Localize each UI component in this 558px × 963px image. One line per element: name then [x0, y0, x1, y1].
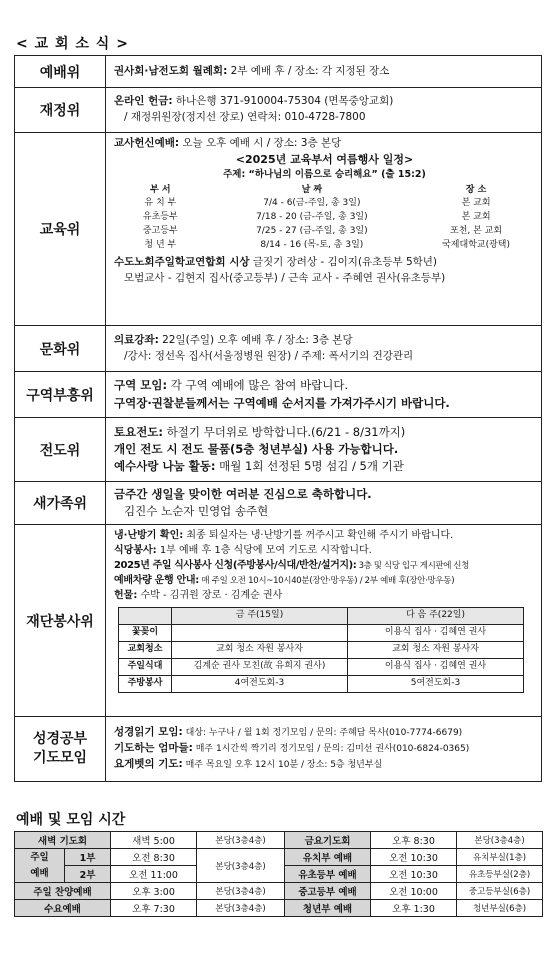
online-offering-head: 온라인 헌금: — [114, 95, 173, 108]
birthday-greeting: 금주간 생일을 맞이한 여러분 진심으로 축하합니다. — [114, 486, 372, 501]
newfamily-row — [15, 482, 542, 525]
place-header: 장 소 — [465, 184, 487, 195]
service-duty-table — [118, 607, 524, 693]
worship-row — [15, 56, 542, 88]
donation-head: 헌물: — [114, 590, 138, 601]
aircon-head: 냉·난방기 확인: — [114, 530, 184, 541]
education-label: 교육위 — [15, 133, 106, 326]
schedule-row: 주일 찬양예배 오후 3:00 본당(3층4층) 중고등부 예배 오전 10:00 중고등부실(6층) — [15, 883, 543, 900]
service-label: 재단봉사위 — [15, 525, 106, 717]
meal-service-text: 3층 및 식당 입구 게시판에 신청 — [356, 561, 469, 571]
teacher-service-head: 교사헌신예배: — [114, 137, 180, 149]
schedule-title: 예배 및 모임 시간 — [16, 812, 126, 828]
schedule-row: 청 년 부 8/14 - 16 (목-토, 총 3일) 국제대학교(광택) — [144, 240, 510, 251]
online-offering-text: 하나은행 371-910004-75304 (면목중앙교회) — [172, 95, 394, 108]
schedule-row: 주일 예배 1부 오전 8:30 본당(3층4층) 유치부 예배 오전 10:30 유치부실(1층) — [15, 849, 543, 866]
this-week-header: 금 주(15일) — [172, 608, 348, 625]
worship-label: 예배위 — [15, 56, 106, 88]
duty-row: 꽃꽂이 이용식 집사 · 김혜연 권사 — [119, 625, 524, 642]
award-teachers: 모범교사 - 김현지 집사(중고등부) / 근속 교사 - 주혜연 권사(유초등부) — [124, 271, 446, 284]
district-meeting-head: 구역 모임: — [114, 378, 168, 393]
evangelism-row — [15, 418, 542, 482]
award-text: 글짓기 장려상 - 김이지(유초등부 5학년) — [249, 256, 438, 269]
worship-meeting-text: 2부 예배 후 / 장소: 각 지정된 장소 — [227, 64, 390, 77]
schedule-row: 중고등부 7/25 - 27 (금-주일, 총 3일) 포천, 본 교회 — [142, 226, 503, 237]
birthday-names: 김진수 노순자 민영업 송주현 — [124, 504, 269, 518]
bible-label: 성경공부 기도모임 — [15, 717, 106, 782]
aircon-text: 최종 퇴실자는 냉·난방기를 꺼주시고 확인해 주시기 바랍니다. — [183, 530, 454, 541]
schedule-row: 수요예배 오후 7:30 본당(3층4층) 청년부 예배 오후 1:30 청년부실(6층) — [15, 900, 543, 917]
date-header: 날 짜 — [301, 184, 323, 195]
vehicle-text: 매 주일 오전 10시~10시40분(장안·망우동) / 2부 예배 후(장안·망우동) — [198, 576, 455, 586]
district-meeting-text: 각 구역 예배에 많은 참여 바랍니다. — [167, 378, 349, 393]
education-row — [15, 133, 542, 326]
service-row — [15, 525, 542, 717]
culture-label: 문화위 — [15, 326, 106, 372]
teacher-service-text: 오늘 오후 예배 시 / 장소: 3층 본당 — [179, 137, 342, 149]
next-week-header: 다 음 주(22일) — [348, 608, 524, 625]
sunday-worship-label: 주일 예배 — [15, 849, 65, 883]
schedule-row: 유초등부 7/18 - 20 (금-주일, 총 3일) 본 교회 — [142, 212, 491, 223]
sharing-head: 예수사랑 나눔 활동: — [114, 459, 216, 474]
duty-row: 주일식대 김계순 권사 모친(故 유희지 권사) 이용식 집사 · 김혜연 권사 — [119, 659, 524, 676]
duty-row: 주방봉사 4여전도회-3 5여전도회-3 — [119, 676, 524, 693]
medical-lecture-text: 22일(주일) 오후 예배 후 / 장소: 3층 본당 — [158, 333, 353, 346]
sharing-text: 매월 1회 선정된 5명 섬김 / 5개 기관 — [215, 459, 404, 474]
award-head: 수도노회주일학교연합회 시상 — [114, 256, 250, 269]
schedule-header-row — [114, 184, 535, 198]
district-row — [15, 372, 542, 418]
jochebed-text: 매주 목요일 오후 12시 10분 / 장소: 5층 청년부실 — [182, 759, 383, 770]
finance-contact: / 재정위원장(정지선 장로) 연락처: 010-4728-7800 — [124, 111, 366, 123]
evangelism-supplies: 개인 전도 시 전도 물품(5층 청년부실) 사용 가능합니다. — [114, 441, 399, 456]
saturday-evangelism-text: 하절기 무더위로 방학합니다.(6/21 - 8/31까지) — [163, 424, 406, 439]
medical-lecture-head: 의료강좌: — [114, 333, 159, 346]
medical-lecture-detail: /강사: 정선옥 집사(서울정병원 원장) / 주제: 폭서기의 건강관리 — [124, 349, 414, 362]
jochebed-head: 요게벳의 기도: — [114, 757, 183, 770]
schedule-row: 유 치 부 7/4 - 6(금-주일, 총 3일) 본 교회 — [144, 198, 491, 209]
summer-plan-theme: 주제: “하나님의 이름으로 승리해요” (출 15:2) — [223, 169, 426, 181]
dept-header: 부 서 — [150, 184, 171, 195]
culture-row — [15, 326, 542, 372]
meal-service-head: 2025년 주일 식사봉사 신청(주방봉사/식대/반찬/설거지): — [114, 560, 357, 571]
bible-reading-head: 성경읽기 모임: — [114, 726, 183, 739]
kitchen-service-head: 식당봉사: — [114, 545, 157, 556]
summer-schedule-table — [114, 184, 535, 254]
district-label: 구역부흥위 — [15, 372, 106, 418]
finance-row — [15, 88, 542, 133]
service-schedule-table — [14, 831, 543, 917]
donation-text: 수박 - 김귀원 장로 · 김계순 권사 — [137, 590, 283, 601]
praying-mothers-text: 매주 1시간씩 짝기리 정기모임 / 문의: 김미선 권사(010-6824-0365) — [192, 744, 470, 755]
newfamily-label: 새가족위 — [15, 482, 106, 525]
duty-header-row — [119, 608, 524, 625]
evangelism-label: 전도위 — [15, 418, 106, 482]
bible-reading-text: 대상: 누구나 / 월 1회 정기모임 / 문의: 주혜담 목사(010-7774-6679) — [182, 728, 463, 739]
worship-meeting-head: 권사회·남전도회 월례회: — [114, 64, 228, 77]
kitchen-service-text: 1부 예배 후 1층 식당에 모여 기도로 시작합니다. — [156, 545, 372, 556]
duty-row: 교회청소 교회 청소 자원 봉사자 교회 청소 자원 봉사자 — [119, 642, 524, 659]
church-news-table — [14, 55, 542, 782]
praying-mothers-head: 기도하는 엄마들: — [114, 742, 193, 755]
schedule-row: 새벽 기도회 새벽 5:00 본당(3층4층) 금요기도회 오후 8:30 본당(3층4층) — [15, 832, 543, 849]
section-title: < 교 회 소 식 > — [16, 36, 129, 52]
saturday-evangelism-head: 토요전도: — [114, 424, 164, 439]
summer-plan-title: <2025년 교육부서 여름행사 일정> — [235, 152, 414, 166]
finance-label: 재정위 — [15, 88, 106, 133]
district-notice: 구역장·권찰분들께서는 구역예배 순서지를 가져가주시기 바랍니다. — [114, 395, 450, 410]
bible-row — [15, 717, 542, 782]
schedule-row: 2부 오전 11:00 유초등부 예배 오전 10:30 유초등부실(2층) — [15, 866, 543, 883]
vehicle-head: 예배차량 운행 안내: — [114, 575, 199, 586]
